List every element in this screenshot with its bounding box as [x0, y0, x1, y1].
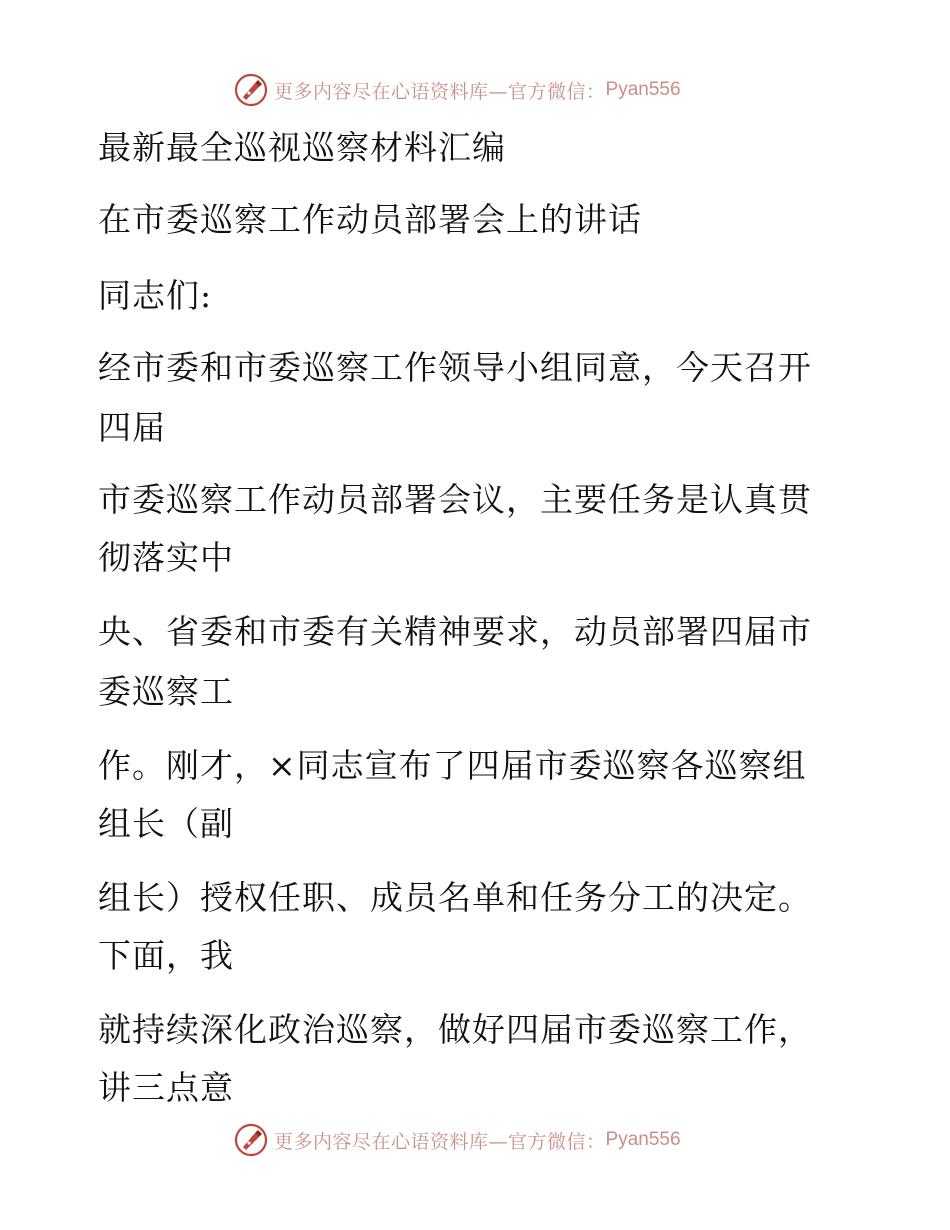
watermark-footer: [234, 1122, 681, 1158]
watermark-wechat-id: Pyan556: [605, 1129, 681, 1150]
paragraph-line: 作。刚才，×同志宣布了四届市委巡察各巡察组: [98, 746, 807, 785]
paragraph-line: 就持续深化政治巡察，做好四届市委巡察工作，: [98, 1010, 812, 1049]
paragraph-line: 经市委和市委巡察工作领导小组同意，今天召开: [98, 348, 812, 387]
paragraph-line: 市委巡察工作动员部署会议，主要任务是认真贯: [98, 480, 812, 519]
paragraph-line: 四届: [98, 408, 166, 447]
paragraph-line: 下面，我: [98, 936, 234, 975]
watermark-text: 更多内容尽在心语资料库—官方微信：: [274, 1130, 606, 1153]
paragraph-line: 组长）授权任职、成员名单和任务分工的决定。: [98, 878, 812, 917]
watermark-text: 更多内容尽在心语资料库—官方微信：: [274, 80, 606, 103]
paragraph-line: 委巡察工: [98, 672, 234, 711]
doc-title: 最新最全巡视巡察材料汇编: [98, 128, 506, 167]
salutation: 同志们:: [98, 276, 213, 315]
paragraph-line: 彻落实中: [98, 538, 234, 577]
watermark-header: [234, 72, 681, 108]
speech-title: 在市委巡察工作动员部署会上的讲话: [98, 200, 642, 239]
pen-nib-logo-icon: [234, 73, 268, 107]
paragraph-line: 组长（副: [98, 804, 234, 843]
paragraph-line: 讲三点意: [98, 1068, 234, 1107]
paragraph-line: 央、省委和市委有关精神要求，动员部署四届市: [98, 612, 812, 651]
watermark-wechat-id: Pyan556: [605, 79, 681, 100]
pen-nib-logo-icon: [234, 1123, 268, 1157]
